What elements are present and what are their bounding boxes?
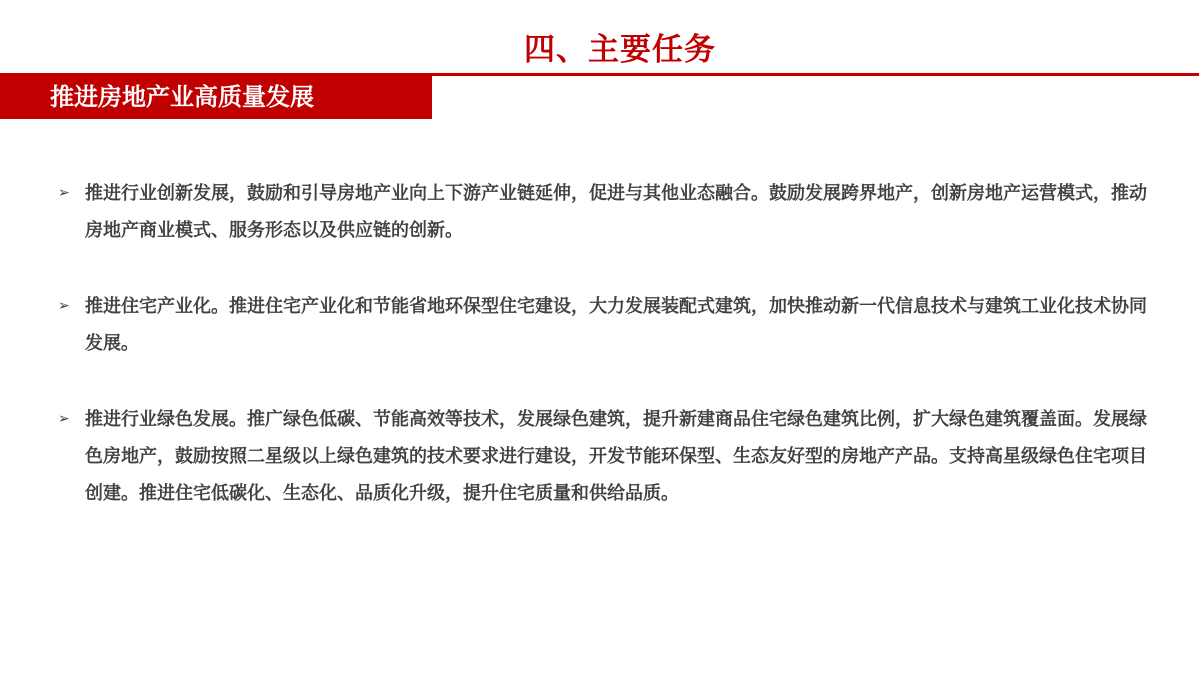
list-item-text: 推进行业创新发展，鼓励和引导房地产业向上下游产业链延伸，促进与其他业态融合。鼓励发展跨界地产，创新房地产运营模式，推动房地产商业模式、服务形态以及供应链的创新。	[85, 183, 1147, 241]
section-banner	[0, 76, 432, 119]
arrow-bullet-icon: ➢	[58, 411, 70, 427]
section-label: 推进房地产业高质量发展	[50, 83, 314, 111]
list-item-text: 推进住宅产业化。推进住宅产业化和节能省地环保型住宅建设，大力发展装配式建筑，加快推动新一代信息技术与建筑工业化技术协同发展。	[85, 296, 1147, 354]
page-title: 四、主要任务	[524, 32, 716, 68]
list-item	[58, 401, 1148, 512]
list-item-text: 推进行业绿色发展。推广绿色低碳、节能高效等技术，发展绿色建筑，提升新建商品住宅绿色建筑比例，扩大绿色建筑覆盖面。发展绿色房地产，鼓励按照二星级以上绿色建筑的技术要求进行建设，开发节能环保型、生态友好型的房地产产品。支持高星级绿色住宅项目创建。推进住宅低碳化、生态化、品质化升级，提升住宅质量和供给品质。	[85, 409, 1147, 504]
list-item	[58, 175, 1148, 249]
arrow-bullet-icon: ➢	[58, 298, 70, 314]
task-list	[58, 175, 1148, 551]
list-item	[58, 288, 1148, 362]
arrow-bullet-icon: ➢	[58, 185, 70, 201]
